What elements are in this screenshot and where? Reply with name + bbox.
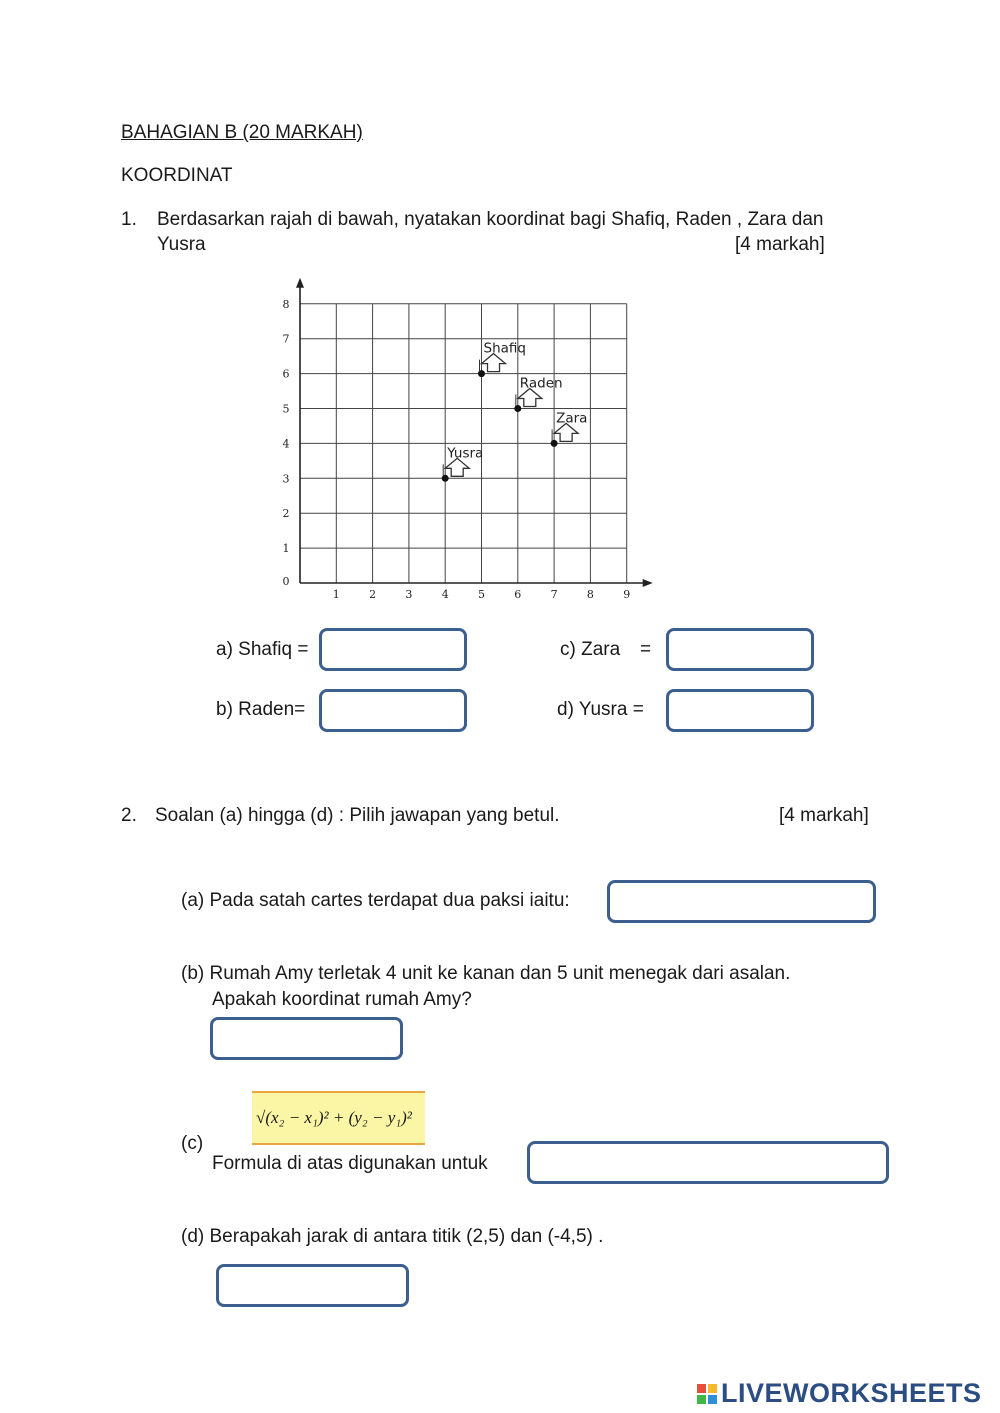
point-label-yusra: Yusra (447, 445, 484, 462)
y-tick-label: 7 (282, 332, 290, 346)
label-raden: b) Raden= (216, 699, 306, 720)
label-shafiq: a) Shafiq = (216, 639, 309, 660)
q2-text: Soalan (a) hingga (d) : Pilih jawapan yang betul. (155, 805, 560, 826)
y-tick-label: 3 (282, 472, 290, 486)
x-tick-label: 7 (550, 588, 558, 601)
answer-yusra-input[interactable] (669, 692, 811, 729)
x-tick-label: 3 (405, 588, 413, 601)
q2c-text: Formula di atas digunakan untuk (212, 1153, 488, 1174)
answer-q2a-input[interactable] (610, 883, 873, 920)
liveworksheets-logo-icon (697, 1384, 717, 1404)
distance-formula: √(x₂ − x₁)² + (y₂ − y₁)² (252, 1091, 425, 1145)
brand-name: LIVEWORKSHEETS (721, 1378, 982, 1408)
y-tick-label: 6 (282, 367, 290, 381)
answer-zara-field[interactable] (666, 628, 814, 671)
answer-zara-input[interactable] (669, 631, 811, 668)
y-axis-arrow-icon (296, 278, 304, 288)
answer-q2b-input[interactable] (213, 1020, 400, 1057)
answer-raden-field[interactable] (319, 689, 467, 732)
q2b-text-line2: Apakah koordinat rumah Amy? (212, 989, 472, 1010)
logo-square-1 (697, 1384, 706, 1393)
point-label-shafiq: Shafiq (483, 340, 526, 357)
q2c-label: (c) (181, 1133, 204, 1154)
q1-text-line2: Yusra (157, 234, 206, 255)
logo-square-2 (708, 1384, 717, 1393)
q2b-text-line1: (b) Rumah Amy terletak 4 unit ke kanan dan 5 unit menegak dari asalan. (181, 963, 791, 984)
x-axis-arrow-icon (643, 579, 653, 587)
label-zara-equals: = (640, 639, 652, 660)
x-tick-label: 6 (514, 588, 522, 601)
q2a-text: (a) Pada satah cartes terdapat dua paksi iaitu: (181, 890, 570, 911)
q1-text-line1: Berdasarkan rajah di bawah, nyatakan koordinat bagi Shafiq, Raden , Zara dan (157, 209, 824, 230)
answer-q2c-field[interactable] (527, 1141, 889, 1184)
point-label-raden: Raden (519, 375, 563, 392)
topic-title: KOORDINAT (121, 165, 233, 186)
q1-number: 1. (121, 209, 137, 230)
answer-q2c-input[interactable] (530, 1144, 886, 1181)
x-tick-label: 1 (332, 588, 340, 601)
answer-yusra-field[interactable] (666, 689, 814, 732)
y-tick-label: 8 (282, 297, 290, 311)
answer-shafiq-input[interactable] (322, 631, 464, 668)
answer-q2d-input[interactable] (219, 1267, 406, 1304)
label-yusra: d) Yusra = (557, 699, 644, 720)
x-tick-label: 9 (623, 588, 631, 601)
y-tick-label: 2 (282, 507, 290, 521)
logo-square-4 (708, 1395, 717, 1404)
x-tick-label: 4 (441, 588, 449, 601)
answer-q2a-field[interactable] (607, 880, 876, 923)
brand-footer (697, 1378, 982, 1409)
q2-number: 2. (121, 805, 137, 826)
q1-marks: [4 markah] (735, 234, 825, 255)
answer-q2b-field[interactable] (210, 1017, 403, 1060)
y-tick-label: 4 (282, 437, 290, 451)
coordinate-chart (270, 270, 660, 605)
answer-raden-input[interactable] (322, 692, 464, 729)
answer-q2d-field[interactable] (216, 1264, 409, 1307)
q2-marks: [4 markah] (779, 805, 869, 826)
x-tick-label: 8 (586, 588, 594, 601)
answer-shafiq-field[interactable] (319, 628, 467, 671)
y-tick-label: 5 (282, 402, 290, 416)
q2d-text: (d) Berapakah jarak di antara titik (2,5) dan (-4,5) . (181, 1226, 604, 1247)
x-tick-label: 2 (369, 588, 377, 601)
y-tick-label: 0 (282, 575, 290, 588)
x-tick-label: 5 (478, 588, 485, 601)
section-heading: BAHAGIAN B (20 MARKAH) (121, 122, 363, 143)
logo-square-3 (697, 1395, 706, 1404)
point-label-zara: Zara (556, 410, 588, 427)
label-zara: c) Zara (560, 639, 621, 660)
y-tick-label: 1 (282, 542, 290, 556)
